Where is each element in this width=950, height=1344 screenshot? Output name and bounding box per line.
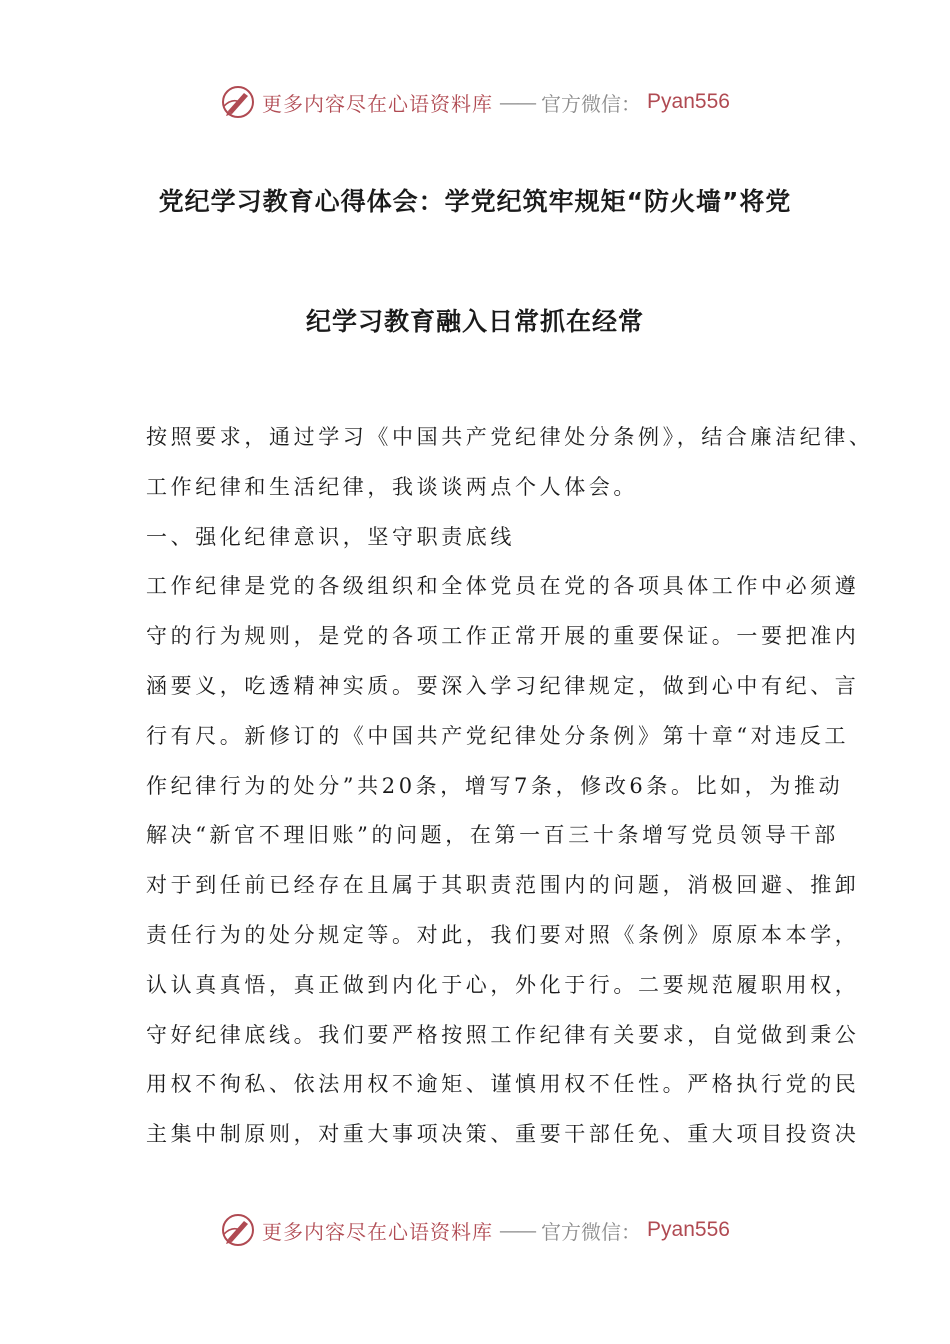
body-line: 行有尺。新修订的《中国共产党纪律处分条例》第十章“对违反工 [146, 723, 850, 748]
body-line: 解决“新官不理旧账”的问题，在第一百三十条增写党员领导干部 [146, 823, 839, 848]
wechat-id: Pyan556 [647, 1218, 730, 1241]
body-line: 守好纪律底线。我们要严格按照工作纪律有关要求，自觉做到秉公 [146, 1022, 860, 1047]
header-watermark [0, 80, 950, 124]
body-line: 涵要义，吃透精神实质。要深入学习纪律规定，做到心中有纪、言 [146, 673, 860, 698]
body-line: 对于到任前已经存在且属于其职责范围内的问题，消极回避、推卸 [146, 873, 860, 898]
body-line: 工作纪律和生活纪律，我谈谈两点个人体会。 [146, 474, 638, 499]
document-title-line-2: 纪学习教育融入日常抓在经常 [305, 307, 644, 336]
document-body [146, 413, 874, 1160]
body-line: 责任行为的处分规定等。对此，我们要对照《条例》原原本本学， [146, 922, 860, 947]
body-line: 作纪律行为的处分”共20条，增写7条，修改6条。比如，为推动 [146, 773, 844, 798]
wechat-label: 官方微信： [541, 91, 642, 116]
body-line: 认认真真悟，真正做到内化于心，外化于行。二要规范履职用权， [146, 972, 860, 997]
wechat-label: 官方微信： [541, 1219, 642, 1244]
pen-logo-icon [220, 1212, 256, 1248]
footer-watermark [0, 1208, 950, 1252]
body-line: 按照要求，通过学习《中国共产党纪律处分条例》，结合廉洁纪律、 [146, 425, 874, 449]
separator-dash: —— [499, 1218, 536, 1242]
body-line: 主集中制原则，对重大事项决策、重要干部任免、重大项目投资决 [146, 1122, 860, 1147]
body-line: 工作纪律是党的各级组织和全体党员在党的各项具体工作中必须遵 [146, 574, 860, 599]
library-name: 更多内容尽在心语资料库 [262, 1219, 494, 1244]
section-heading: 一、强化纪律意识，坚守职责底线 [146, 524, 515, 549]
document-title-line-1: 党纪学习教育心得体会：学党纪筑牢规矩“防火墙”将党 [158, 187, 792, 216]
wechat-id: Pyan556 [647, 90, 730, 113]
pen-logo-icon [220, 84, 256, 120]
body-line: 用权不徇私、依法用权不逾矩、谨慎用权不任性。严格执行党的民 [146, 1072, 860, 1097]
body-line: 守的行为规则，是党的各项工作正常开展的重要保证。一要把准内 [146, 624, 860, 649]
separator-dash: —— [499, 90, 536, 114]
library-name: 更多内容尽在心语资料库 [262, 91, 494, 116]
